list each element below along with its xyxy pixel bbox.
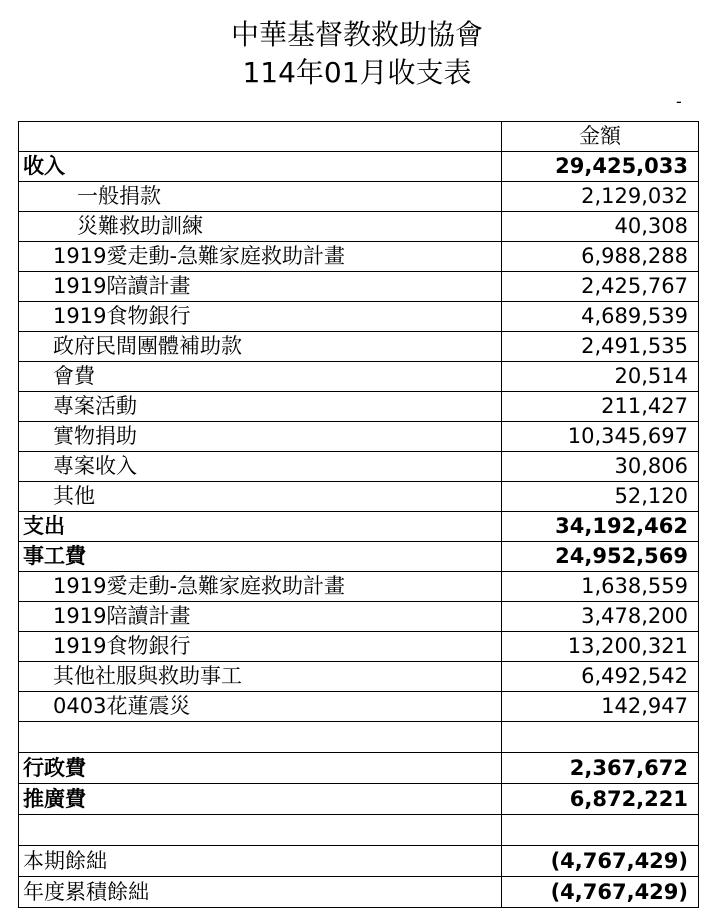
report-title-organization: 中華基督教救助協會 (230, 18, 483, 51)
table-row (19, 392, 699, 422)
row-label: 本期餘絀 (19, 846, 502, 877)
table-row (19, 242, 699, 272)
row-label: 實物捐助 (19, 422, 502, 452)
row-value: 24,952,569 (502, 542, 699, 572)
row-label: 年度累積餘絀 (19, 877, 502, 908)
row-value: (4,767,429) (502, 846, 699, 877)
row-value: 3,478,200 (502, 602, 699, 632)
row-label: 1919愛走動-急難家庭救助計畫 (19, 242, 502, 272)
row-label: 一般捐款 (19, 182, 502, 212)
row-label: 支出 (19, 512, 502, 542)
row-value: 6,872,221 (502, 784, 699, 815)
row-value: (4,767,429) (502, 877, 699, 908)
row-label: 推廣費 (19, 784, 502, 815)
row-label: 其他 (19, 482, 502, 512)
table-row (19, 572, 699, 602)
table-row (19, 182, 699, 212)
row-label: 災難救助訓練 (19, 212, 502, 242)
table-row (19, 452, 699, 482)
table-row-program-cost (19, 542, 699, 572)
table-row (19, 662, 699, 692)
corner-mark: - (676, 92, 682, 111)
row-value: 30,806 (502, 452, 699, 482)
table-row (19, 212, 699, 242)
table-row (19, 332, 699, 362)
header-blank-cell (19, 122, 502, 152)
table-row (19, 422, 699, 452)
table-row-empty (19, 722, 699, 753)
income-expense-table (18, 121, 699, 908)
row-value (502, 815, 699, 846)
row-label: 專案活動 (19, 392, 502, 422)
row-value: 52,120 (502, 482, 699, 512)
row-value: 1,638,559 (502, 572, 699, 602)
row-label: 收入 (19, 152, 502, 182)
table-row (19, 602, 699, 632)
table-row (19, 692, 699, 722)
row-value: 34,192,462 (502, 512, 699, 542)
table-row-admin-cost (19, 753, 699, 784)
row-value: 2,491,535 (502, 332, 699, 362)
row-label: 1919愛走動-急難家庭救助計畫 (19, 572, 502, 602)
row-label: 1919陪讀計畫 (19, 272, 502, 302)
row-label: 會費 (19, 362, 502, 392)
row-label: 事工費 (19, 542, 502, 572)
row-value: 29,425,033 (502, 152, 699, 182)
row-value: 2,367,672 (502, 753, 699, 784)
table-row (19, 272, 699, 302)
table-row-annual-balance (19, 877, 699, 908)
table-row (19, 632, 699, 662)
row-value: 10,345,697 (502, 422, 699, 452)
row-label: 0403花蓮震災 (19, 692, 502, 722)
row-label: 其他社服與救助事工 (19, 662, 502, 692)
row-value: 2,129,032 (502, 182, 699, 212)
row-label: 行政費 (19, 753, 502, 784)
row-value (502, 722, 699, 753)
header-amount: 金額 (502, 122, 699, 152)
row-label: 1919食物銀行 (19, 302, 502, 332)
table-row-expense (19, 512, 699, 542)
row-label: 政府民間團體補助款 (19, 332, 502, 362)
row-value: 6,988,288 (502, 242, 699, 272)
row-value: 6,492,542 (502, 662, 699, 692)
report-title-period: 114年01月收支表 (242, 56, 472, 89)
row-value: 2,425,767 (502, 272, 699, 302)
row-value: 13,200,321 (502, 632, 699, 662)
row-label: 專案收入 (19, 452, 502, 482)
table-header-row (19, 122, 699, 152)
row-label: 1919陪讀計畫 (19, 602, 502, 632)
table-row (19, 302, 699, 332)
row-value: 20,514 (502, 362, 699, 392)
table-row (19, 482, 699, 512)
row-value: 4,689,539 (502, 302, 699, 332)
row-label: 1919食物銀行 (19, 632, 502, 662)
row-label (19, 722, 502, 753)
table-row-period-balance (19, 846, 699, 877)
table-row-empty (19, 815, 699, 846)
row-value: 211,427 (502, 392, 699, 422)
table-row-income (19, 152, 699, 182)
row-label (19, 815, 502, 846)
row-value: 142,947 (502, 692, 699, 722)
table-row-promotion-cost (19, 784, 699, 815)
table-row (19, 362, 699, 392)
row-value: 40,308 (502, 212, 699, 242)
